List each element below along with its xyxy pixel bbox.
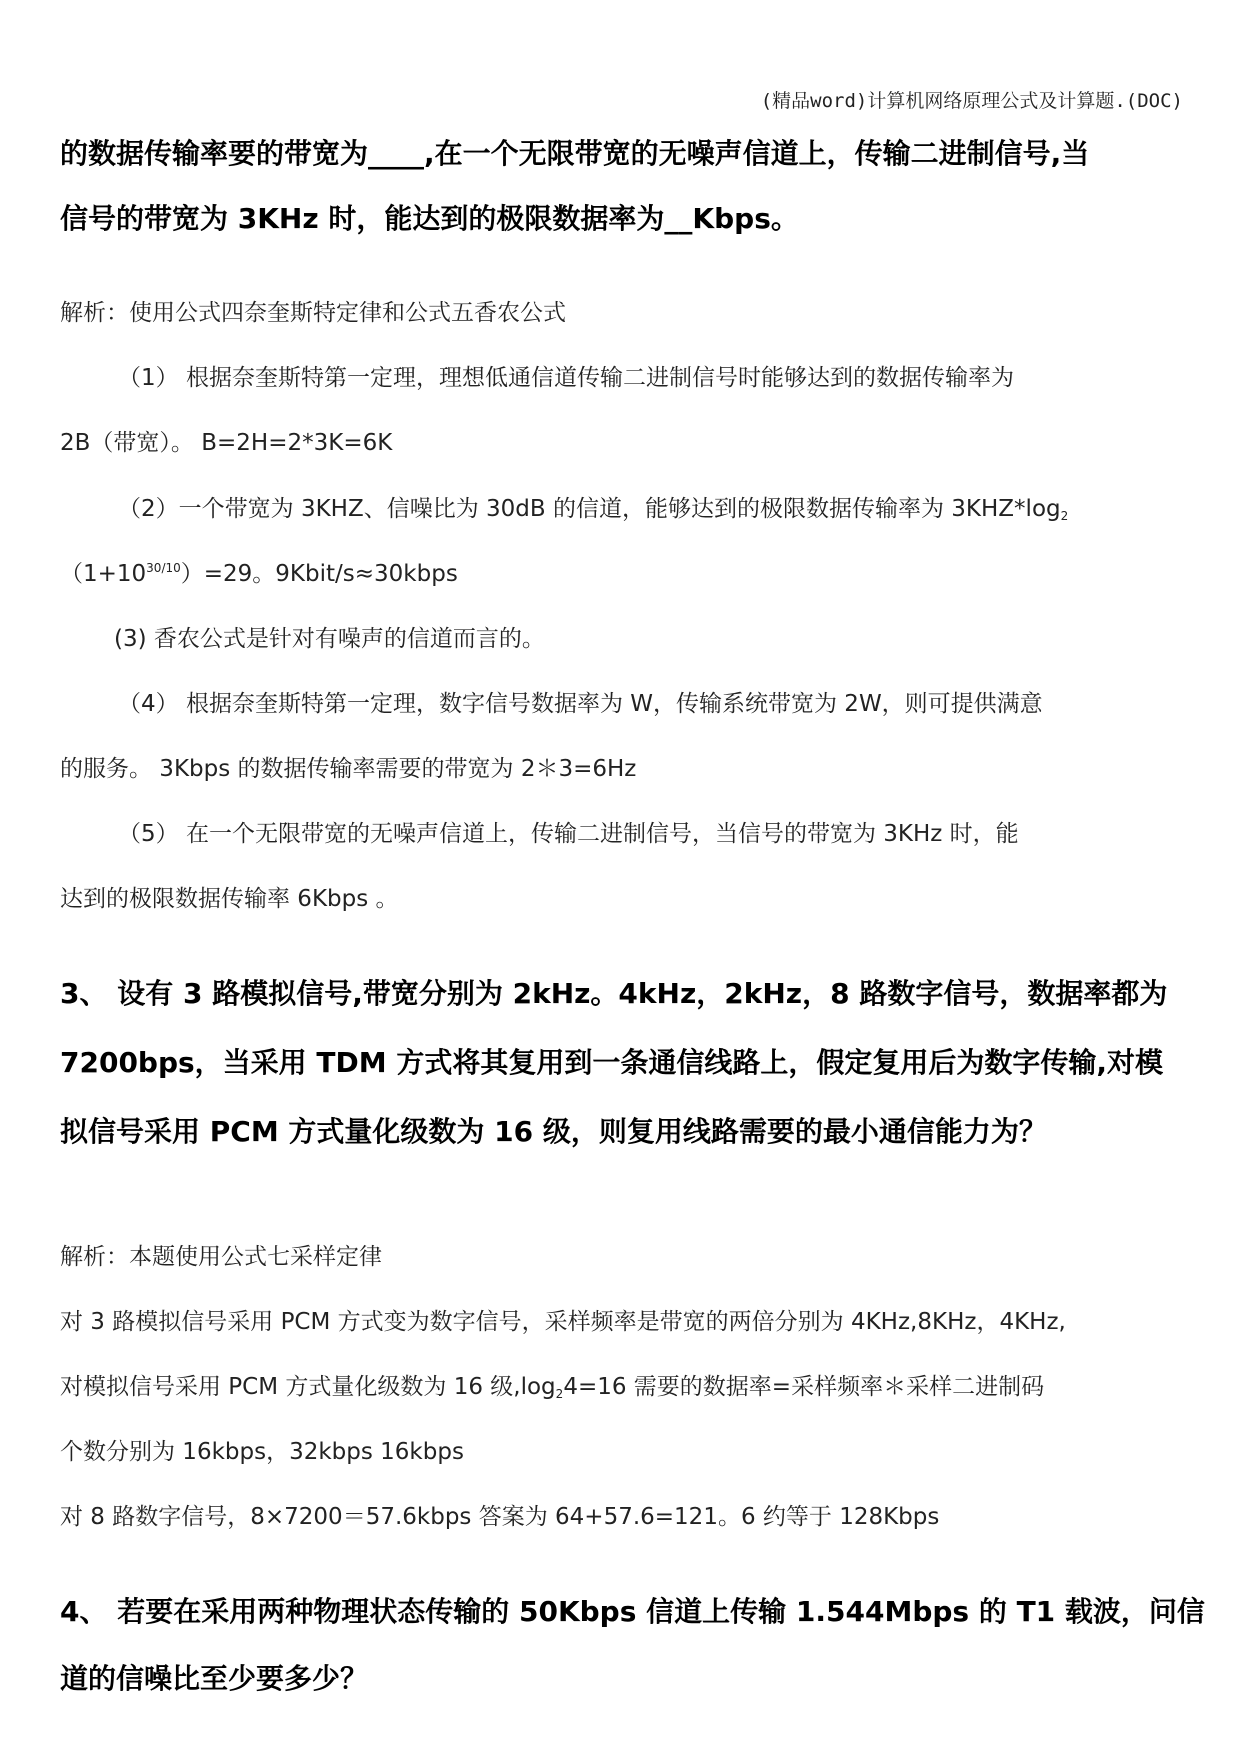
question-text-line: 拟信号采用 PCM 方式量化级数为 16 级，则复用线路需要的最小通信能力为？ (60, 1115, 1047, 1148)
subscript: 2 (1060, 509, 1069, 523)
question-text-line: 3、 设有 3 路模拟信号,带宽分别为 2kHz。4kHz，2kHz，8 路数字信号，数据率都为 (60, 977, 1168, 1010)
page-header: (精品word)计算机网络原理公式及计算题.(DOC) (760, 90, 1183, 112)
analysis-line: (3) 香农公式是针对有噪声的信道而言的。 (114, 626, 545, 652)
question-text-line: 道的信噪比至少要多少？ (60, 1662, 369, 1695)
analysis-line: （1） 根据奈奎斯特第一定理，理想低通信道传输二进制信号时能够达到的数据传输率为 (118, 365, 1014, 391)
analysis-line: 2B（带宽）。 B=2H=2*3K=6K (60, 430, 393, 456)
subscript: 2 (555, 1387, 564, 1401)
analysis-line: 对模拟信号采用 PCM 方式量化级数为 16 级$,\log_24=16$ 需要的数据率=采样频率＊采样二进制码 (60, 1374, 1045, 1401)
analysis-line: 的服务。 3Kbps 的数据传输率需要的带宽为 2＊3=6Hz (60, 756, 637, 782)
analysis-line: 对 8 路数字信号，8×7200＝57.6kbps 答案为 64+57.6=121。6 约等于 128Kbps (60, 1504, 940, 1530)
analysis-title: 解析：使用公式四奈奎斯特定律和公式五香农公式 (60, 300, 566, 326)
analysis-line: $(1+10^{30/10})=29$。9Kbit/s≈30kbps (60, 561, 458, 587)
analysis-line: 达到的极限数据传输率 6Kbps 。 (60, 886, 399, 912)
question-text-line: 7200bps，当采用 TDM 方式将其复用到一条通信线路上，假定复用后为数字传输,对模 (60, 1046, 1164, 1079)
analysis-line: 个数分别为 16kbps，32kbps 16kbps (60, 1439, 464, 1465)
analysis-line: 对 3 路模拟信号采用 PCM 方式变为数字信号，采样频率是带宽的两倍分别为 4KHz,8KHz，4KHz, (60, 1309, 1066, 1335)
analysis-line: （5） 在一个无限带宽的无噪声信道上，传输二进制信号，当信号的带宽为 3KHz 时，能 (118, 821, 1019, 847)
analysis-title: 解析：本题使用公式七采样定律 (60, 1244, 382, 1270)
superscript: 30/10 (146, 561, 181, 575)
question-text-line: 的数据传输率要的带宽为____,在一个无限带宽的无噪声信道上，传输二进制信号,当 (60, 137, 1090, 170)
question-text-line: 信号的带宽为 3KHz 时，能达到的极限数据率为__Kbps。 (60, 202, 799, 235)
analysis-line: （4） 根据奈奎斯特第一定理，数字信号数据率为 W，传输系统带宽为 2W，则可提供满意 (118, 691, 1043, 717)
analysis-line: （2）一个带宽为 3KHZ、信噪比为 30dB 的信道，能够达到的极限数据传输率为 $3KHZ*\log_2$ (118, 496, 1069, 523)
question-text-line: 4、 若要在采用两种物理状态传输的 50Kbps 信道上传输 1.544Mbps 的 T1 载波，问信 (60, 1595, 1205, 1628)
